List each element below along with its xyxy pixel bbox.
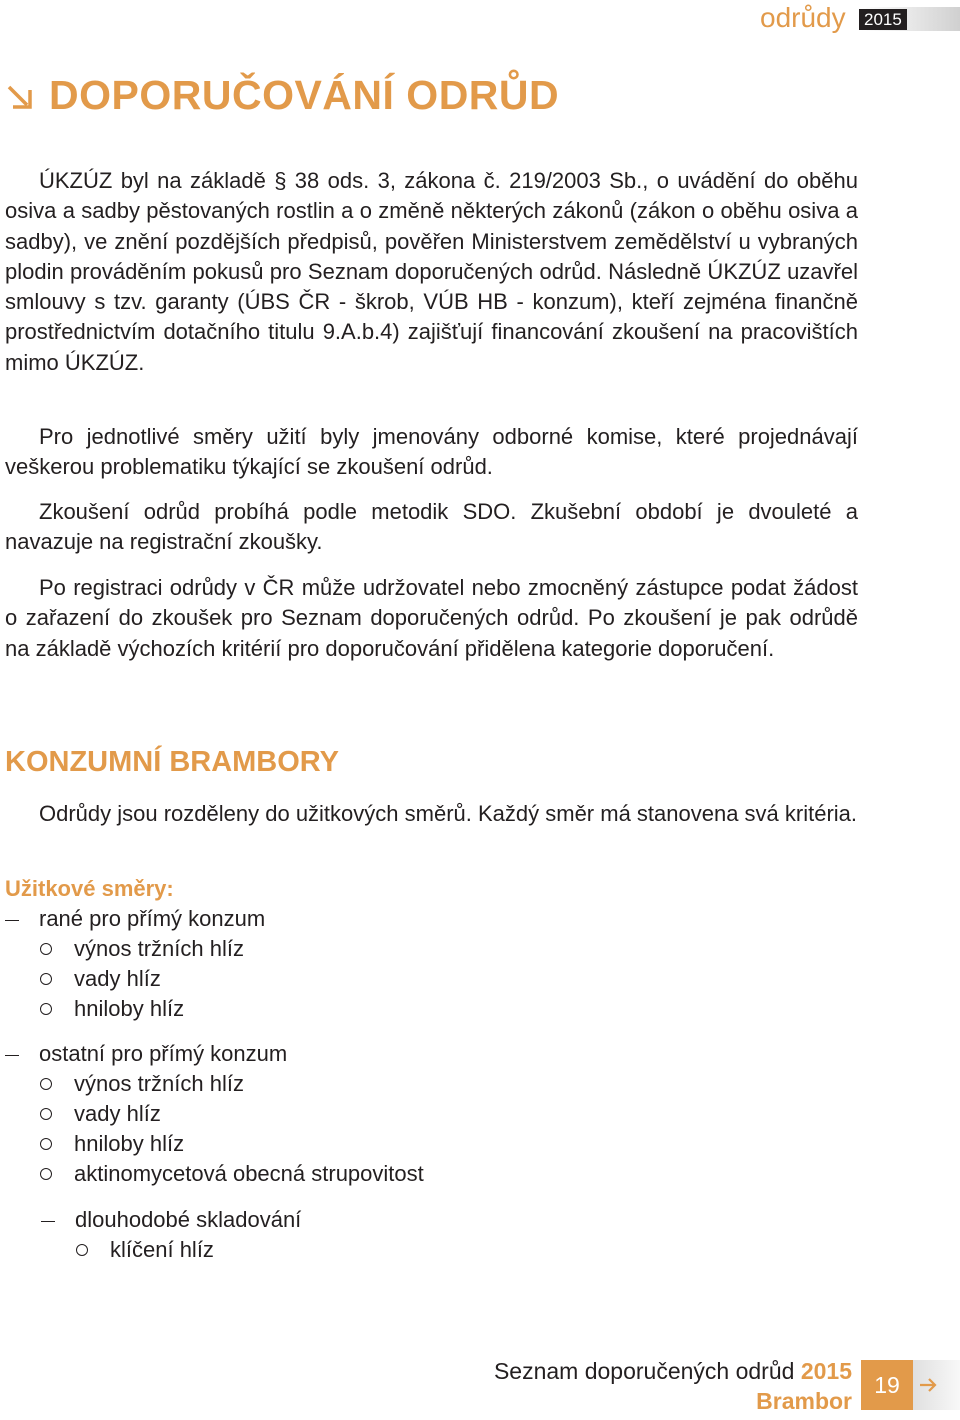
arrow-down-right-icon: [5, 81, 35, 111]
page-title-row: [5, 72, 559, 119]
footer-title: Seznam doporučených odrůd: [493, 1358, 795, 1384]
list-item: výnos tržních hlíz: [74, 934, 244, 964]
list-item-group: rané pro přímý konzum: [39, 904, 265, 934]
dash-bullet-icon: [5, 1039, 19, 1069]
page-number: 19: [861, 1360, 913, 1410]
header-category: odrůdy: [760, 2, 846, 33]
page-title: DOPORUČOVÁNÍ ODRŮD: [49, 72, 560, 118]
section-intro: Odrůdy jsou rozděleny do užitkových směrů. Každý směr má stanovena svá kritéria.: [39, 801, 858, 826]
dash-bullet-icon: [41, 1205, 55, 1235]
circle-bullet-icon: [40, 934, 52, 964]
footer-crop: Brambor: [756, 1388, 852, 1414]
circle-bullet-icon: [40, 994, 52, 1024]
circle-bullet-icon: [40, 1069, 52, 1099]
list-item: aktinomycetová obecná strupovitost: [74, 1159, 424, 1189]
list-item: výnos tržních hlíz: [74, 1069, 244, 1099]
circle-bullet-icon: [40, 1129, 52, 1159]
footer-publication: [494, 1356, 852, 1416]
header-year: 2015: [859, 9, 907, 30]
dash-bullet-icon: [5, 904, 19, 934]
circle-bullet-icon: [40, 1099, 52, 1129]
paragraph-registration: Po registraci odrůdy v ČR může udržovatel nebo zmocněný zástupce podat žádost o zařazení do zkoušek pro Seznam doporučených odrůd. Po zkoušení je pak odrůdě na základě výchozích kritérií pro doporučování přidělena kategorie doporučení.: [5, 575, 858, 661]
list-item-group: ostatní pro přímý konzum: [39, 1039, 287, 1069]
circle-bullet-icon: [40, 1159, 52, 1189]
list-item-group: dlouhodobé skladování: [75, 1205, 301, 1235]
circle-bullet-icon: [76, 1235, 88, 1265]
list-item: vady hlíz: [74, 964, 161, 994]
use-directions-heading: Užitkové směry:: [5, 876, 174, 901]
paragraph-commissions: Pro jednotlivé směry užití byly jmenovány odborné komise, které projednávají veškerou problematiku týkající se zkoušení odrůd.: [5, 424, 858, 480]
paragraph-testing-methods: Zkoušení odrůd probíhá podle metodik SDO. Zkušební období je dvouleté a navazuje na registrační zkoušky.: [5, 499, 858, 555]
list-item: hniloby hlíz: [74, 1129, 184, 1159]
footer-year: 2015: [800, 1358, 852, 1384]
list-item: klíčení hlíz: [110, 1235, 214, 1265]
arrow-right-icon: [918, 1375, 938, 1395]
list-item: hniloby hlíz: [74, 994, 184, 1024]
list-item: vady hlíz: [74, 1099, 161, 1129]
paragraph-legal-basis: ÚKZÚZ byl na základě § 38 ods. 3, zákona č. 219/2003 Sb., o uvádění do oběhu osiva a sadby pěstovaných rostlin a o změně některých zákonů (zákon o oběhu osiva a sadby), ve znění pozdějších předpisů, pověřen Ministerstvem zemědělství u vybraných plodin prováděním pokusů pro Seznam doporučených odrůd. Následně ÚKZÚZ uzavřel smlouvy s tzv. garanty (ÚBS ČR - škrob, VÚB HB - konzum), kteří zejména finančně prostřednictvím dotačního titulu 9.A.b.4) zajišťují financování zkoušení na pracovištích mimo ÚKZÚZ.: [5, 168, 858, 375]
circle-bullet-icon: [40, 964, 52, 994]
section-heading: KONZUMNÍ BRAMBORY: [5, 746, 340, 778]
